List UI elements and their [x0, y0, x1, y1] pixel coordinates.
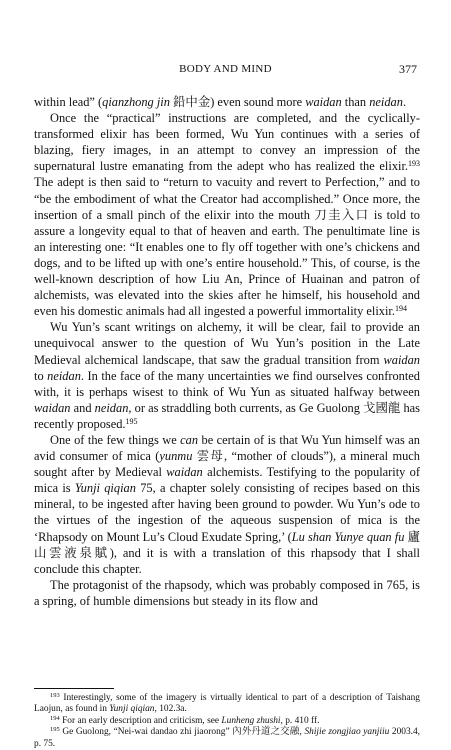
paragraph-1: within lead” (qianzhong jin 鉛中金) even sound more waidan than neidan.	[34, 95, 407, 109]
paragraph-4: One of the few things we can be certain of is that Wu Yun himself was an avid consumer of mica (yunmu 雲母, “mother of clouds”), a mineral much sought after by Medieval waidan alchemists. Testifying to the popularity of mica is Yunji qiqian 75, a chapter solely consisting of recipes based on this mineral, to be ingested after having been ground to powder. Wu Yun’s ode to the virtues of the ingestion of the aqueous suspension of mica is the ‘Rhapsody on Mount Lu’s Cloud Exudate Spring,’ (Lu shan Yunye quan fu 廬山雲液泉賦), and it is with a translation of this rhapsody that I shall conclude this chapter.	[34, 432, 420, 576]
footnote-193: $^{193}$ Interestingly, some of the imagery is virtually identical to part of a description of Taishang Laojun, as found in Yunji qiqian, 102.3a.	[34, 692, 420, 715]
paragraph-2: Once the “practical” instructions are completed, and the cyclically-transformed elixir has been formed, Wu Yun continues with a series of blazing, fiery images, in an attempt to convey an impression of the supernatural lustre emanating from the adept who has realized the elixir.$^{193}$ The adept is then said to “return to vacuity and revert to Perfection,” and to “be the embodiment of what the Creator had accomplished.” Once more, the insertion of a small pinch of the elixir into the mouth 刀圭入口 is told to assure a longevity equal to that of heaven and earth. The penultimate line is an interesting one: “It enables one to fly off together with one’s chickens and dogs, and to be lifted up with one’s entire household.” This, of course, is the well-known description of how Liu An, Prince of Huainan and patron of alchemists, was elevated into the skies after he himself, his household and even his domestic animals had all ingested a powerful immortality elixir.$^{194}$	[34, 111, 420, 319]
paragraph-5: The protagonist of the rhapsody, which was probably composed in 765, is a spring, of humble dimensions but steady in its flow and	[34, 577, 420, 608]
body-text	[34, 94, 420, 609]
page-header	[34, 62, 417, 76]
page-number: 377	[399, 62, 417, 76]
footnote-ref-194[interactable]: 194	[394, 304, 407, 314]
footnotes	[34, 693, 420, 750]
footnote-divider	[34, 688, 114, 689]
footnote-ref-193[interactable]: 193	[408, 159, 420, 169]
footnote-195: $^{195}$ Ge Guolong, “Nei-wai dandao zhi jiaorong” 內外丹道之交融, Shijie zongjiao yanjiiu 2003.4, p. 75.	[34, 726, 421, 749]
running-title: BODY AND MIND	[179, 63, 272, 75]
footnote-ref-195[interactable]: 195	[125, 416, 138, 426]
footnote-194: $^{194}$ For an early description and criticism, see Lunheng zhushi, p. 410 ff.	[50, 714, 320, 726]
paragraph-3: Wu Yun’s scant writings on alchemy, it will be clear, fail to provide an unequivocal answer to the question of Wu Yun’s position in the Late Medieval alchemical landscape, that saw the gradual transition from waidan to neidan. In the face of the many uncertainties we find ourselves confronted with, it is perhaps wisest to think of Wu Yun as situated halfway between waidan and neidan, or as straddling both currents, as Ge Guolong 戈國龍 has recently proposed.$^{195}$	[34, 320, 420, 431]
